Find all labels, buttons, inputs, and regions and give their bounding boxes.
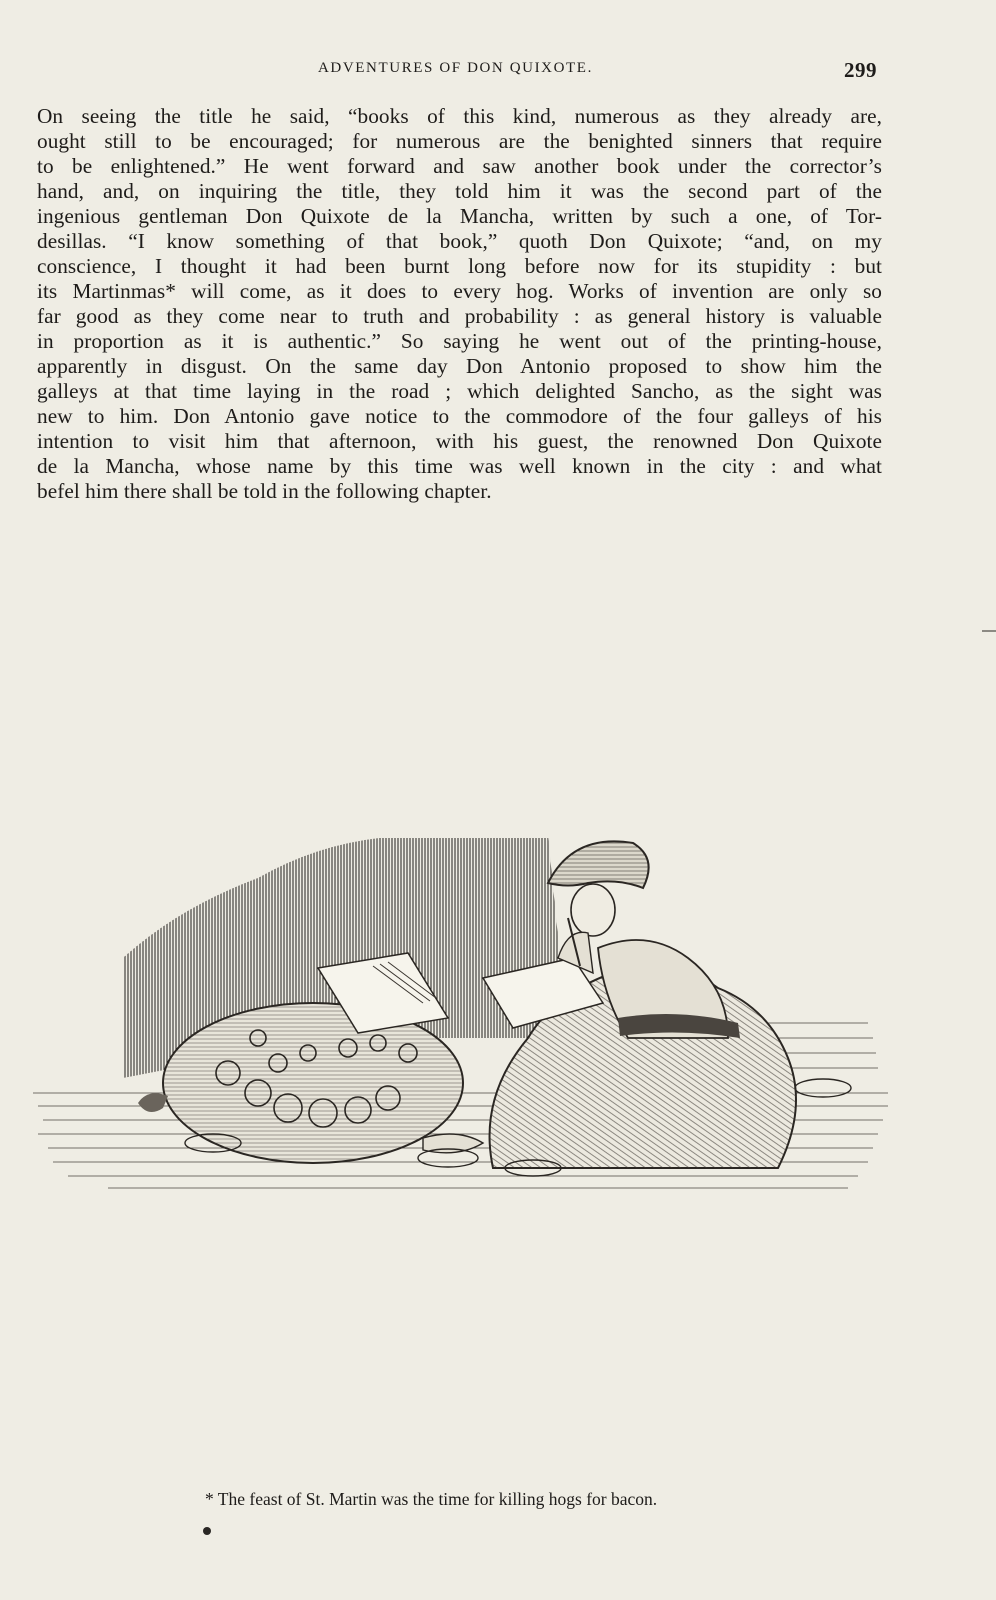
text-line: its Martinmas* will come, as it does to every hog. Works of invention are only so: [37, 279, 882, 303]
footnote: * The feast of St. Martin was the time for killing hogs for bacon.: [205, 1489, 658, 1509]
text-line: befel him there shall be told in the following chapter.: [37, 479, 492, 503]
text-line: On seeing the title he said, “books of this kind, numerous as they already are,: [37, 104, 882, 128]
text-line: in proportion as it is authentic.” So saying he went out of the printing-house,: [37, 329, 882, 353]
text-line: hand, and, on inquiring the title, they told him it was the second part of the: [37, 179, 882, 203]
engraving-illustration: [28, 838, 898, 1228]
text-line: galleys at that time laying in the road ; which delighted Sancho, as the sight was: [37, 379, 882, 403]
body-paragraph: [37, 104, 882, 504]
text-line: ingenious gentleman Don Quixote de la Mancha, written by such a one, of Tor-: [37, 204, 882, 228]
text-line: to be enlightened.” He went forward and saw another book under the corrector’s: [37, 154, 882, 178]
running-title: ADVENTURES OF DON QUIXOTE.: [318, 60, 593, 76]
text-line: far good as they come near to truth and probability : as general history is valuable: [37, 304, 882, 328]
text-line: new to him. Don Antonio gave notice to the commodore of the four galleys of his: [37, 404, 882, 428]
text-line: conscience, I thought it had been burnt long before now for its stupidity : but: [37, 254, 882, 278]
page-edge-mark: [982, 630, 996, 632]
ink-blot: [203, 1527, 211, 1535]
page-number: 299: [844, 58, 877, 82]
text-line: ought still to be encouraged; for numerous are the benighted sinners that require: [37, 129, 882, 153]
running-head: [0, 58, 996, 88]
text-line: desillas. “I know something of that book,” quoth Don Quixote; “and, on my: [37, 229, 882, 253]
text-line: intention to visit him that afternoon, with his guest, the renowned Don Quixote: [37, 429, 882, 453]
text-line: de la Mancha, whose name by this time was well known in the city : and what: [37, 454, 882, 478]
text-line: apparently in disgust. On the same day Don Antonio proposed to show him the: [37, 354, 882, 378]
